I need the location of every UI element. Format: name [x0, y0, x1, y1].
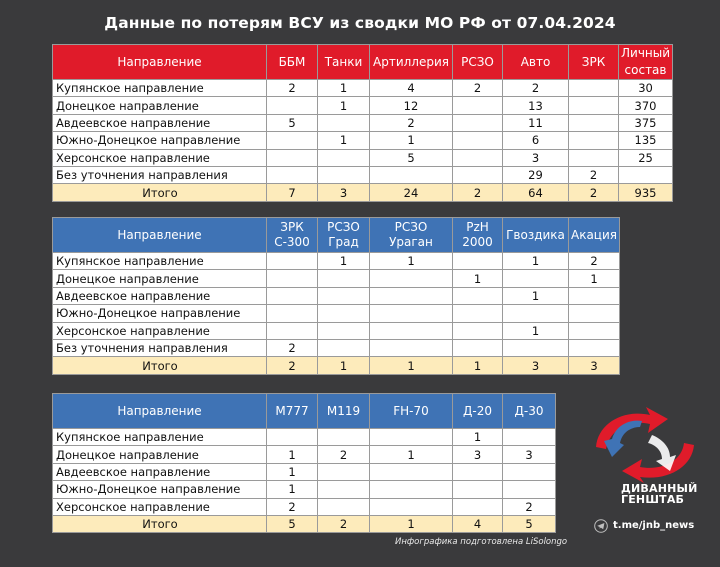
col-header-pzh2000: PzH 2000 [453, 218, 503, 253]
value-cell: 6 [503, 132, 569, 149]
value-cell [569, 114, 619, 131]
value-cell [370, 270, 453, 287]
losses-table-main [52, 44, 673, 202]
value-cell: 1 [318, 80, 370, 97]
direction-cell: Авдеевское направление [53, 287, 267, 304]
value-cell [318, 339, 370, 356]
value-cell: 1 [370, 132, 453, 149]
value-cell: 135 [619, 132, 673, 149]
table-row [53, 463, 556, 480]
table-body [53, 80, 673, 202]
direction-cell: Херсонское направление [53, 322, 267, 339]
table-row [53, 429, 556, 446]
direction-cell: Южно-Донецкое направление [53, 132, 267, 149]
value-cell [267, 132, 318, 149]
total-value: 24 [370, 184, 453, 201]
total-value: 2 [453, 184, 503, 201]
value-cell: 1 [503, 322, 569, 339]
value-cell [318, 149, 370, 166]
total-row [53, 184, 673, 201]
total-value: 1 [370, 357, 453, 374]
total-row [53, 515, 556, 532]
value-cell [370, 339, 453, 356]
col-header-s300: ЗРК С-300 [267, 218, 318, 253]
table-row [53, 481, 556, 498]
value-cell [370, 481, 453, 498]
value-cell [267, 305, 318, 322]
direction-cell: Донецкое направление [53, 270, 267, 287]
value-cell [370, 305, 453, 322]
value-cell [318, 166, 370, 183]
value-cell: 11 [503, 114, 569, 131]
col-header-d20: Д-20 [453, 394, 503, 429]
direction-cell: Купянское направление [53, 253, 267, 270]
total-value: 3 [503, 357, 569, 374]
value-cell: 4 [370, 80, 453, 97]
value-cell [318, 322, 370, 339]
total-value: 5 [267, 515, 318, 532]
losses-table-guns [52, 393, 556, 533]
total-value: 64 [503, 184, 569, 201]
table-row [53, 322, 620, 339]
total-label: Итого [53, 357, 267, 374]
value-cell: 2 [569, 253, 620, 270]
value-cell: 5 [370, 149, 453, 166]
value-cell [267, 149, 318, 166]
table-row [53, 97, 673, 114]
col-header-direction: Направление [53, 218, 267, 253]
value-cell: 2 [318, 446, 370, 463]
value-cell [569, 305, 620, 322]
value-cell: 1 [370, 253, 453, 270]
value-cell: 1 [569, 270, 620, 287]
value-cell [453, 322, 503, 339]
arrows-logo-icon [590, 405, 700, 483]
value-cell: 1 [503, 287, 569, 304]
value-cell [453, 253, 503, 270]
total-label: Итого [53, 515, 267, 532]
value-cell [318, 287, 370, 304]
page-title: Данные по потерям ВСУ из сводки МО РФ от 07.04.2024 [104, 14, 616, 32]
table-row [53, 498, 556, 515]
total-value: 2 [318, 515, 370, 532]
value-cell: 1 [267, 446, 318, 463]
col-header-personnel: Личный состав [619, 45, 673, 80]
col-header-artillery: Артиллерия [370, 45, 453, 80]
value-cell: 1 [453, 270, 503, 287]
col-header-akatsiya: Акация [569, 218, 620, 253]
value-cell: 370 [619, 97, 673, 114]
value-cell [453, 149, 503, 166]
telegram-link[interactable]: t.me/jnb_news [613, 520, 695, 531]
direction-cell: Авдеевское направление [53, 114, 267, 131]
total-value: 1 [318, 357, 370, 374]
col-header-bbm: ББМ [267, 45, 318, 80]
value-cell [569, 149, 619, 166]
total-value: 3 [318, 184, 370, 201]
direction-cell: Южно-Донецкое направление [53, 481, 267, 498]
value-cell [453, 132, 503, 149]
value-cell [453, 97, 503, 114]
value-cell [318, 114, 370, 131]
direction-cell: Херсонское направление [53, 149, 267, 166]
col-header-d30: Д-30 [503, 394, 556, 429]
value-cell [453, 498, 503, 515]
value-cell [370, 287, 453, 304]
value-cell [370, 322, 453, 339]
value-cell: 1 [267, 481, 318, 498]
value-cell [453, 481, 503, 498]
value-cell [503, 339, 569, 356]
value-cell [453, 287, 503, 304]
table-body [53, 253, 620, 375]
value-cell [569, 132, 619, 149]
value-cell: 375 [619, 114, 673, 131]
col-header-m119: M119 [318, 394, 370, 429]
value-cell [318, 481, 370, 498]
value-cell [569, 339, 620, 356]
value-cell: 1 [503, 253, 569, 270]
col-header-grad: РСЗО Град [318, 218, 370, 253]
table-row [53, 287, 620, 304]
telegram-icon [594, 519, 608, 533]
value-cell [503, 305, 569, 322]
total-value: 7 [267, 184, 318, 201]
value-cell [267, 429, 318, 446]
direction-cell: Донецкое направление [53, 446, 267, 463]
direction-cell: Без уточнения направления [53, 339, 267, 356]
value-cell [370, 429, 453, 446]
value-cell: 1 [453, 429, 503, 446]
direction-cell: Купянское направление [53, 80, 267, 97]
value-cell: 2 [453, 80, 503, 97]
value-cell: 1 [318, 97, 370, 114]
value-cell [267, 287, 318, 304]
brand-name [621, 483, 698, 505]
value-cell [453, 463, 503, 480]
brand-line-2: ГЕНШТАБ [621, 493, 685, 506]
col-header-gvozdika: Гвоздика [503, 218, 569, 253]
total-value: 1 [370, 515, 453, 532]
value-cell [370, 463, 453, 480]
value-cell: 3 [503, 149, 569, 166]
value-cell [267, 166, 318, 183]
value-cell [370, 166, 453, 183]
value-cell [619, 166, 673, 183]
col-header-direction: Направление [53, 394, 267, 429]
value-cell: 3 [453, 446, 503, 463]
col-header-auto: Авто [503, 45, 569, 80]
table-row [53, 114, 673, 131]
total-value: 2 [267, 357, 318, 374]
total-value: 2 [569, 184, 619, 201]
value-cell [569, 97, 619, 114]
direction-cell: Южно-Донецкое направление [53, 305, 267, 322]
value-cell: 2 [503, 80, 569, 97]
value-cell [569, 80, 619, 97]
value-cell: 25 [619, 149, 673, 166]
col-header-fh70: FH-70 [370, 394, 453, 429]
value-cell [318, 498, 370, 515]
table-row [53, 339, 620, 356]
credit-text: Инфографика подготовлена LiSolongo [395, 537, 568, 547]
direction-cell: Без уточнения направления [53, 166, 267, 183]
value-cell [453, 114, 503, 131]
value-cell [267, 322, 318, 339]
value-cell [370, 498, 453, 515]
value-cell: 2 [370, 114, 453, 131]
value-cell: 2 [569, 166, 619, 183]
direction-cell: Купянское направление [53, 429, 267, 446]
table-row [53, 132, 673, 149]
value-cell: 1 [318, 132, 370, 149]
col-header-tanks: Танки [318, 45, 370, 80]
value-cell [569, 287, 620, 304]
total-value: 1 [453, 357, 503, 374]
losses-table-systems [52, 217, 620, 375]
col-header-direction: Направление [53, 45, 267, 80]
value-cell [503, 463, 556, 480]
value-cell: 1 [267, 463, 318, 480]
value-cell: 5 [267, 114, 318, 131]
value-cell: 30 [619, 80, 673, 97]
value-cell [569, 322, 620, 339]
value-cell: 2 [267, 80, 318, 97]
table-row [53, 270, 620, 287]
direction-cell: Донецкое направление [53, 97, 267, 114]
value-cell [318, 270, 370, 287]
total-value: 4 [453, 515, 503, 532]
total-label: Итого [53, 184, 267, 201]
table-row [53, 80, 673, 97]
value-cell: 1 [318, 253, 370, 270]
table-body [53, 429, 556, 533]
total-row [53, 357, 620, 374]
value-cell: 2 [267, 498, 318, 515]
value-cell: 2 [503, 498, 556, 515]
value-cell: 13 [503, 97, 569, 114]
value-cell [318, 429, 370, 446]
value-cell [318, 463, 370, 480]
value-cell: 2 [267, 339, 318, 356]
value-cell [267, 253, 318, 270]
direction-cell: Авдеевское направление [53, 463, 267, 480]
value-cell [503, 270, 569, 287]
value-cell [267, 270, 318, 287]
value-cell: 3 [503, 446, 556, 463]
value-cell [318, 305, 370, 322]
total-value: 3 [569, 357, 620, 374]
total-value: 935 [619, 184, 673, 201]
value-cell [453, 305, 503, 322]
table-row [53, 305, 620, 322]
col-header-m777: M777 [267, 394, 318, 429]
value-cell [267, 97, 318, 114]
col-header-mlrs: РСЗО [453, 45, 503, 80]
brand-line-1: ДИВАННЫЙ [621, 482, 698, 495]
value-cell: 29 [503, 166, 569, 183]
table-row [53, 149, 673, 166]
value-cell: 1 [370, 446, 453, 463]
value-cell [453, 339, 503, 356]
col-header-sam: ЗРК [569, 45, 619, 80]
col-header-uragan: РСЗО Ураган [370, 218, 453, 253]
table-row [53, 253, 620, 270]
direction-cell: Херсонское направление [53, 498, 267, 515]
value-cell [503, 429, 556, 446]
value-cell [503, 481, 556, 498]
table-row [53, 166, 673, 183]
value-cell: 12 [370, 97, 453, 114]
total-value: 5 [503, 515, 556, 532]
value-cell [453, 166, 503, 183]
table-row [53, 446, 556, 463]
